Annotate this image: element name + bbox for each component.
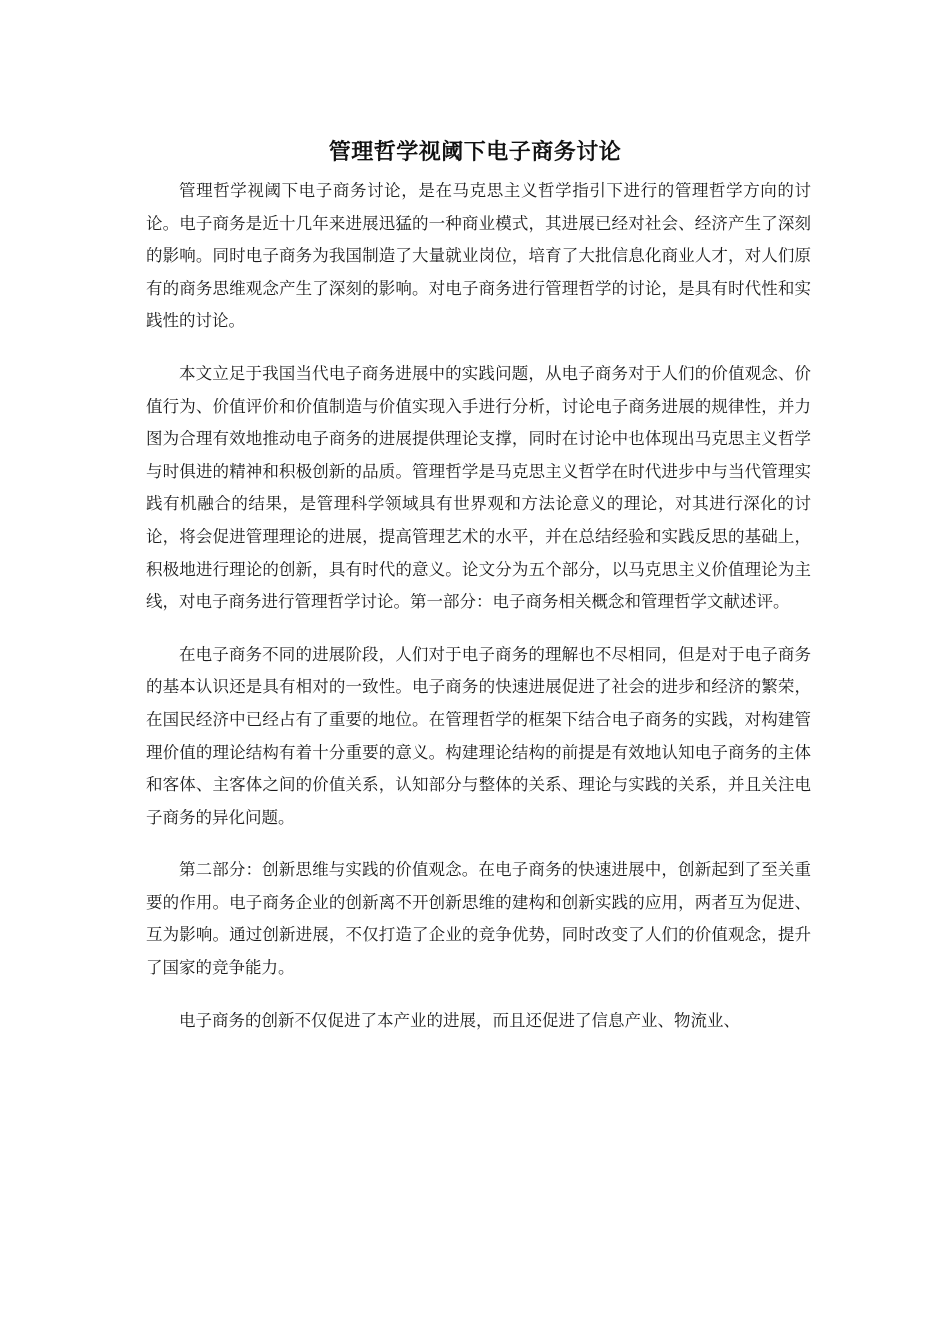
document-body bbox=[146, 175, 811, 1037]
paragraph-1: 管理哲学视阈下电子商务讨论，是在马克思主义哲学指引下进行的管理哲学方向的讨论。电子商务是近十几年来进展迅猛的一种商业模式，其进展已经对社会、经济产生了深刻的影响。同时电子商务为我国制造了大量就业岗位，培育了大批信息化商业人才，对人们原有的商务思维观念产生了深刻的影响。对电子商务进行管理哲学的讨论，是具有时代性和实践性的讨论。 bbox=[146, 181, 811, 331]
paragraph-2: 本文立足于我国当代电子商务进展中的实践问题，从电子商务对于人们的价值观念、价值行为、价值评价和价值制造与价值实现入手进行分析，讨论电子商务进展的规律性，并力图为合理有效地推动电子商务的进展提供理论支撑，同时在讨论中也体现出马克思主义哲学与时俱进的精神和积极创新的品质。管理哲学是马克思主义哲学在时代进步中与当代管理实践有机融合的结果，是管理科学领域具有世界观和方法论意义的理论，对其进行深化的讨论，将会促进管理理论的进展，提高管理艺术的水平，并在总结经验和实践反思的基础上，积极地进行理论的创新，具有时代的意义。论文分为五个部分，以马克思主义价值理论为主线，对电子商务进行管理哲学讨论。第一部分：电子商务相关概念和管理哲学文献述评。 bbox=[146, 363, 811, 612]
paragraph-3: 在电子商务不同的进展阶段，人们对于电子商务的理解也不尽相同，但是对于电子商务的基本认识还是具有相对的一致性。电子商务的快速进展促进了社会的进步和经济的繁荣，在国民经济中已经占有了重要的地位。在管理哲学的框架下结合电子商务的实践，对构建管理价值的理论结构有着十分重要的意义。构建理论结构的前提是有效地认知电子商务的主体和客体、主客体之间的价值关系，认知部分与整体的关系、理论与实践的关系，并且关注电子商务的异化问题。 bbox=[146, 644, 811, 827]
paragraph-4: 第二部分：创新思维与实践的价值观念。在电子商务的快速进展中，创新起到了至关重要的作用。电子商务企业的创新离不开创新思维的建构和创新实践的应用，两者互为促进、互为影响。通过创新进展，不仅打造了企业的竞争优势，同时改变了人们的价值观念，提升了国家的竞争能力。 bbox=[146, 860, 811, 978]
page-title: 管理哲学视阈下电子商务讨论 bbox=[328, 138, 622, 165]
paragraph-5: 电子商务的创新不仅促进了本产业的进展，而且还促进了信息产业、物流业、 bbox=[179, 1010, 740, 1030]
